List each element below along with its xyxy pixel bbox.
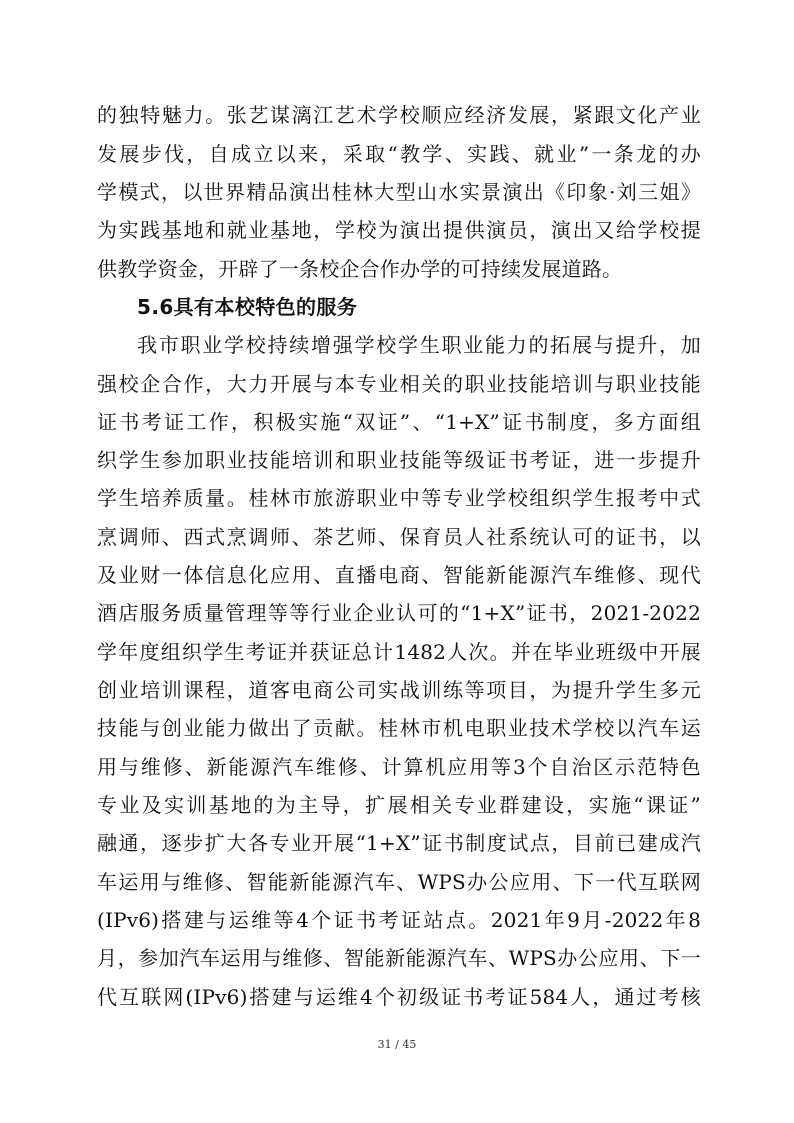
paragraph-line: 证书考证工作，积极实施“双证”、“1+X”证书制度，多方面组 [97,410,701,434]
paragraph-line: 专业及实训基地的为主导，扩展相关专业群建设，实施“课证” [97,793,701,817]
paragraph-line: 代互联网(IPv6)搭建与运维4个初级证书考证584人，通过考核 [97,985,701,1009]
paragraph-line: 及业财一体信息化应用、直播电商、智能新能源汽车维修、现代 [97,563,701,587]
paragraph-line: 创业培训课程，道客电商公司实战训练等项目，为提升学生多元 [97,678,701,702]
paragraph-line: 烹调师、西式烹调师、茶艺师、保育员人社系统认可的证书，以 [97,525,701,549]
paragraph-line: 用与维修、新能源汽车维修、计算机应用等3个自治区示范特色 [97,755,701,779]
paragraph-line: 为实践基地和就业基地，学校为演出提供演员，演出又给学校提 [97,218,701,242]
section-heading: 5.6具有本校特色的服务 [137,295,358,319]
paragraph-line: 车运用与维修、智能新能源汽车、WPS办公应用、下一代互联网 [97,870,701,894]
paragraph-line: 我市职业学校持续增强学校学生职业能力的拓展与提升，加 [137,333,701,357]
paragraph-line: 酒店服务质量管理等等行业企业认可的“1+X”证书，2021-2022 [97,601,701,625]
paragraph-line: 强校企合作，大力开展与本专业相关的职业技能培训与职业技能 [97,372,701,396]
paragraph-line: 技能与创业能力做出了贡献。桂林市机电职业技术学校以汽车运 [97,716,701,740]
paragraph-line: 月，参加汽车运用与维修、智能新能源汽车、WPS办公应用、下一 [97,946,701,970]
paragraph-line: 学年度组织学生考证并获证总计1482人次。并在毕业班级中开展 [97,640,701,664]
paragraph-line: 的独特魅力。张艺谋漓江艺术学校顺应经济发展，紧跟文化产业 [97,103,701,127]
paragraph-line: (IPv6)搭建与运维等4个证书考证站点。2021年9月-2022年8 [97,908,701,932]
page-number: 31 / 45 [377,1038,417,1051]
paragraph-line: 供教学资金，开辟了一条校企合作办学的可持续发展道路。 [97,257,623,281]
paragraph-line: 学模式，以世界精品演出桂林大型山水实景演出《印象·刘三姐》 [97,180,701,204]
paragraph-line: 融通，逐步扩大各专业开展“1+X”证书制度试点，目前已建成汽 [97,831,701,855]
paragraph-line: 织学生参加职业技能培训和职业技能等级证书考证，进一步提升 [97,448,701,472]
paragraph-line: 发展步伐，自成立以来，采取“教学、实践、就业”一条龙的办 [97,142,701,166]
paragraph-line: 学生培养质量。桂林市旅游职业中等专业学校组织学生报考中式 [97,486,701,510]
